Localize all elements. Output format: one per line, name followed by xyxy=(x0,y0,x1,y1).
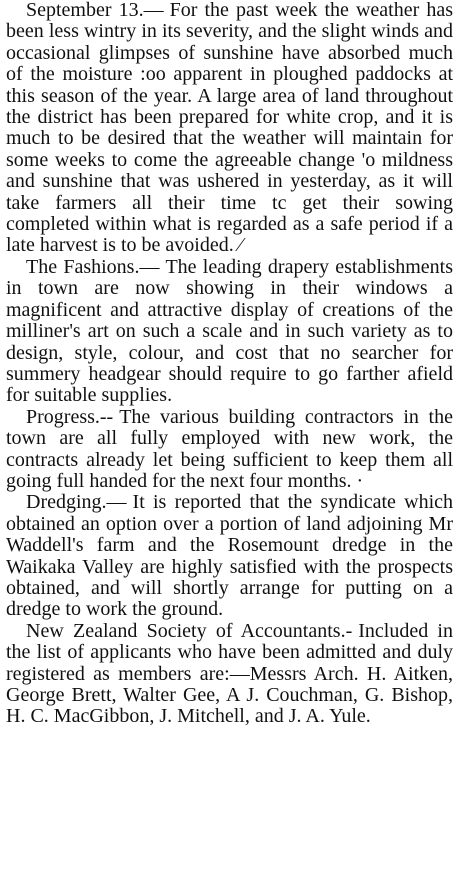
paragraph-the-fashions xyxy=(6,257,453,407)
paragraph-lead: September 13.— xyxy=(26,0,164,21)
paragraph-progress xyxy=(6,407,453,493)
paragraph-text: The leading drapery establishments in town are now showing in their windows a magnificent and attractive display of creations of the milliner's art on such a scale and in such variety as to design, style, colour, and cost that no searcher for summery headgear should require to go farther afield for suitable supplies. xyxy=(6,255,453,407)
paragraph-accountants xyxy=(6,621,453,728)
paragraph-lead: The Fashions.— xyxy=(26,255,160,278)
paragraph-dredging xyxy=(6,492,453,620)
paragraph-text: For the past week the weather has been less wintry in its severity, and the slight winds and occasional glimpses of sunshine have absorbed much of the moisture :oo apparent in ploughed paddocks at this season of the year. A large area of land throughout the district has been prepared for white crop, and it is much to be desired that the weather will maintain for some weeks to come the agreeable change 'o mildness and sunshine that was ushered in yesterday, as it will take farmers all their time tc get their sowing completed within what is regarded as a safe period if a late harvest is to be avoided. ⁄ xyxy=(6,0,453,257)
paragraph-text: It is reported that the syndicate which obtained an option over a portion of land adjoining Mr Waddell's farm and the Rosemount dredge in the Waikaka Valley are highly satisfied with the prospects obtained, and will shortly arrange for putting on a dredge to work the ground. xyxy=(6,491,453,621)
paragraph-text: The various building contractors in the town are all fully employed with new work, the contracts already let being sufficient to keep them all going full handed for the next four months. · xyxy=(6,405,453,492)
paragraph-lead: Progress.-- xyxy=(26,405,114,428)
paragraph-text: Included in the list of applicants who have been admitted and duly registered as members are:—Messrs Arch. H. Aitken, George Brett, Walter Gee, A J. Couchman, G. Bishop, H. C. MacGibbon, J. Mitchell, and J. A. Yule. xyxy=(6,619,453,728)
paragraph-lead: New Zealand Society of Accountants.- xyxy=(26,619,353,642)
paragraph-lead: Dredging.— xyxy=(26,491,127,514)
paragraph-september-13 xyxy=(6,0,453,257)
